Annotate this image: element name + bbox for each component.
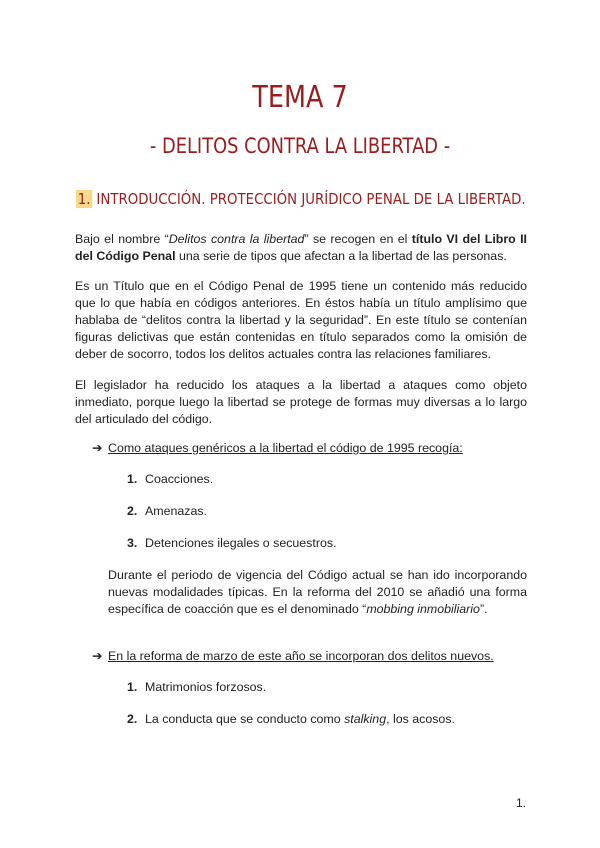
list-item-text: Amenazas. [145, 504, 207, 518]
list-item [127, 471, 213, 488]
list-item-number: 2. [127, 712, 138, 726]
paragraph-reforma-2010 [108, 567, 527, 618]
list-item [127, 679, 266, 696]
paragraph-reforma-text-2: ”. [479, 602, 488, 616]
list-item-number: 3. [127, 536, 138, 550]
arrow-item-reforma-marzo [92, 648, 494, 665]
paragraph-intro-bold: título VI del Libro II del Código Penal [75, 232, 527, 263]
paragraph-intro-text-2: ” se recogen en el [304, 232, 412, 246]
list-item-text-end: , los acosos. [386, 712, 455, 726]
section-heading [76, 190, 526, 208]
section-title: INTRODUCCIÓN. PROTECCIÓN JURÍDICO PENAL DE LA LIBERTAD. [96, 190, 526, 208]
paragraph-reforma-text-1: Durante el periodo de vigencia del Código actual se han ido incorporando nuevas modalidades típicas. En la reforma del 2010 se añadió una forma específica de coacción que es el denominado “ [108, 568, 527, 616]
paragraph-reforma-italic: mobbing inmobiliario [366, 602, 480, 616]
list-item-number: 1. [127, 472, 138, 486]
list-item [127, 711, 455, 728]
arrow-icon: ➔ [92, 441, 103, 455]
paragraph-intro-text-1: Bajo el nombre “ [75, 232, 169, 246]
paragraph-intro-text-3: una serie de tipos que afectan a la libertad de las personas. [175, 249, 507, 263]
list-item-number: 1. [127, 680, 138, 694]
arrow-icon: ➔ [92, 649, 103, 663]
page-number: 1. [515, 796, 526, 810]
list-item-text: Matrimonios forzosos. [145, 680, 267, 694]
document-subtitle: - DELITOS CONTRA LA LIBERTAD - [149, 134, 451, 158]
list-item-number: 2. [127, 504, 138, 518]
arrow-item-ataques [92, 440, 463, 457]
arrow-item-text: En la reforma de marzo de este año se incorporan dos delitos nuevos. [108, 649, 494, 663]
list-item-text: Detenciones ilegales o secuestros. [145, 536, 337, 550]
list-item [127, 503, 207, 520]
list-item-text: La conducta que se conducto como [145, 712, 345, 726]
section-number: 1. [77, 190, 91, 208]
paragraph-intro [75, 231, 527, 265]
list-item [127, 535, 336, 552]
arrow-item-text: Como ataques genéricos a la libertad el código de 1995 recogía: [108, 441, 463, 455]
document-title: TEMA 7 [252, 80, 348, 115]
paragraph-intro-italic: Delitos contra la libertad [168, 232, 305, 246]
list-item-text: Coacciones. [145, 472, 214, 486]
paragraph-codigo-1995: Es un Título que en el Código Penal de 1995 tiene un contenido más reducido que lo que había en códigos anteriores. En éstos había un título amplísimo que hablaba de “delitos contra la libertad y la seguridad”. En este título se contenían figuras delictivas que están contenidas en título separados como la omisión de deber de socorro, todos los delitos actuales contra las relaciones familiares. [75, 279, 527, 361]
paragraph-legislador: El legislador ha reducido los ataques a la libertad a ataques como objeto inmediato, porque luego la libertad se protege de formas muy diversas a lo largo del articulado del código. [75, 378, 527, 426]
list-item-italic: stalking [344, 712, 387, 726]
